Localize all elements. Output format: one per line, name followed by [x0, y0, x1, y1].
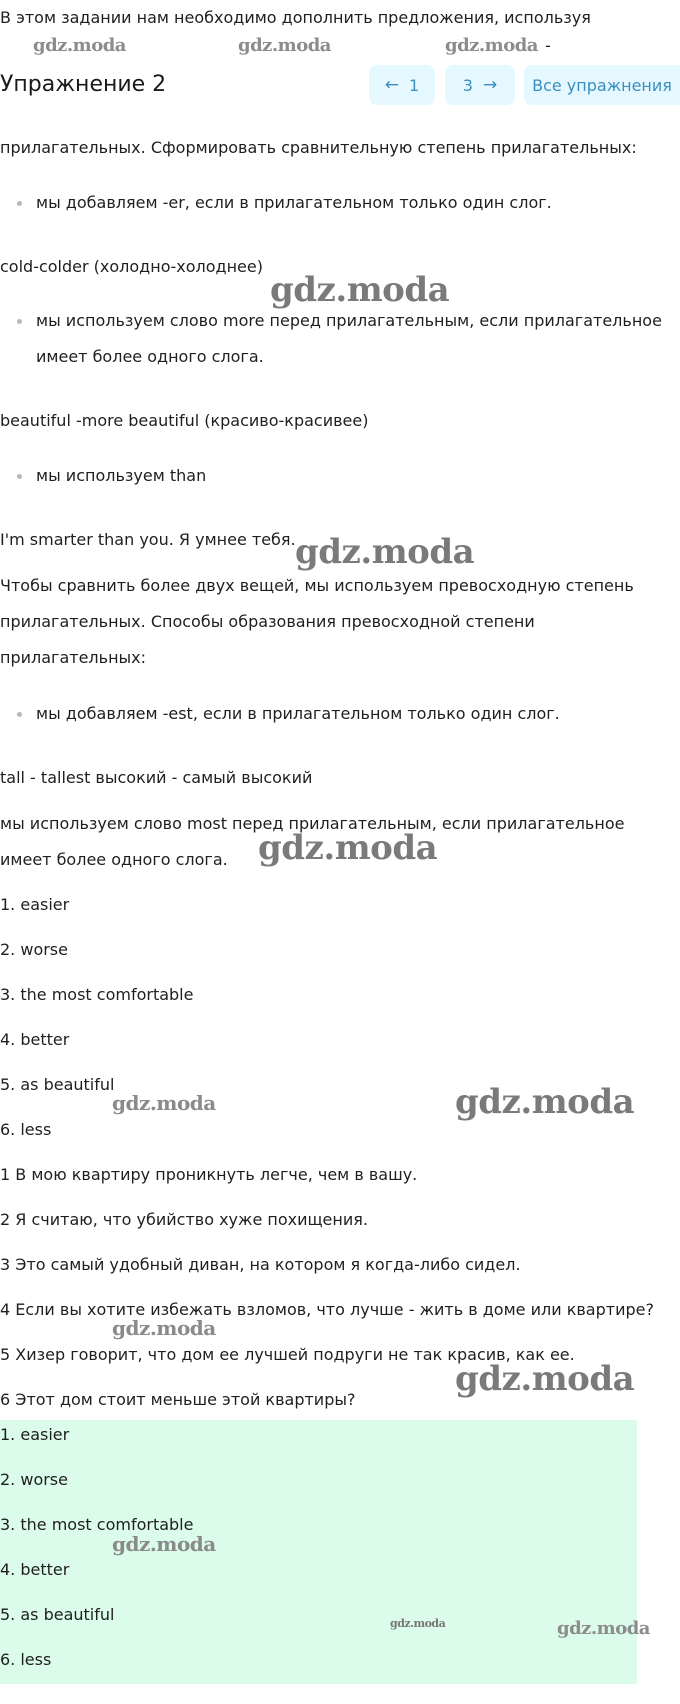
translation-item: 1 В мою квартиру проникнуть легче, чем в вашу.	[0, 1165, 418, 1184]
rule-text: прилагательных. Сформировать сравнительную степень прилагательных:	[0, 138, 637, 157]
answer-box	[0, 1420, 637, 1684]
watermark: gdz.moda	[270, 270, 450, 310]
answer-box-item: 1. easier	[0, 1425, 70, 1444]
answer-box-item: 4. better	[0, 1560, 70, 1579]
translation-item: 2 Я считаю, что убийство хуже похищения.	[0, 1210, 368, 1229]
rule-text: прилагательных. Способы образования превосходной степени	[0, 612, 535, 631]
answer-item: 5. as beautiful	[0, 1075, 115, 1094]
intro-text: В этом задании нам необходимо дополнить предложения, используя	[0, 8, 591, 27]
watermark: gdz.moda	[238, 35, 331, 56]
example-text: I'm smarter than you. Я умнее тебя.	[0, 530, 296, 549]
answer-box-item: 6. less	[0, 1650, 52, 1669]
dash-text: -	[545, 36, 551, 55]
example-text: cold-colder (холодно-холоднее)	[0, 257, 263, 276]
translation-item: 6 Этот дом стоит меньше этой квартиры?	[0, 1390, 356, 1409]
answer-item: 4. better	[0, 1030, 70, 1049]
rule-text: прилагательных:	[0, 648, 147, 667]
watermark: gdz.moda	[112, 1091, 216, 1115]
watermark: gdz.moda	[295, 532, 475, 572]
watermark: gdz.moda	[455, 1359, 635, 1399]
answer-box-item: 2. worse	[0, 1470, 68, 1489]
watermark: gdz.moda	[557, 1618, 650, 1639]
bullet-dot	[17, 201, 22, 206]
bullet-dot	[17, 319, 22, 324]
watermark: gdz.moda	[112, 1316, 216, 1340]
rule-bullet: мы используем than	[36, 466, 207, 485]
translation-item: 4 Если вы хотите избежать взломов, что лучше - жить в доме или квартире?	[0, 1300, 654, 1319]
rule-text: мы используем слово most перед прилагательным, если прилагательное	[0, 814, 625, 833]
watermark: gdz.moda	[33, 35, 126, 56]
prev-exercise-button[interactable]	[369, 65, 435, 105]
watermark: gdz.moda	[390, 1617, 446, 1630]
arrow-right-icon: →	[482, 75, 498, 95]
answer-box-item: 3. the most comfortable	[0, 1515, 194, 1534]
next-exercise-label: 3	[462, 75, 473, 95]
bullet-dot	[17, 474, 22, 479]
answer-item: 3. the most comfortable	[0, 985, 194, 1004]
answer-item: 1. easier	[0, 895, 70, 914]
translation-item: 3 Это самый удобный диван, на котором я когда-либо сидел.	[0, 1255, 521, 1274]
exercise-title: Упражнение 2	[0, 72, 167, 97]
arrow-left-icon: ←	[384, 75, 400, 95]
translation-item: 5 Хизер говорит, что дом ее лучшей подруги не так красив, как ее.	[0, 1345, 575, 1364]
watermark: gdz.moda	[258, 828, 438, 868]
rule-bullet: мы добавляем -er, если в прилагательном только один слог.	[36, 193, 552, 212]
rule-bullet-cont: имеет более одного слога.	[36, 347, 264, 366]
watermark: gdz.moda	[455, 1082, 635, 1122]
answer-item: 2. worse	[0, 940, 68, 959]
rule-text: имеет более одного слога.	[0, 850, 228, 869]
answer-box-item: 5. as beautiful	[0, 1605, 115, 1624]
example-text: beautiful -more beautiful (красиво-красивее)	[0, 411, 369, 430]
next-exercise-button[interactable]	[445, 65, 515, 105]
rule-text: Чтобы сравнить более двух вещей, мы используем превосходную степень	[0, 576, 634, 595]
answer-item: 6. less	[0, 1120, 52, 1139]
example-text: tall - tallest высокий - самый высокий	[0, 768, 313, 787]
all-exercises-label: Все упражнения	[532, 75, 672, 95]
prev-exercise-label: 1	[409, 75, 420, 95]
rule-bullet: мы добавляем -est, если в прилагательном только один слог.	[36, 704, 560, 723]
rule-bullet: мы используем слово more перед прилагательным, если прилагательное	[36, 311, 662, 330]
watermark: gdz.moda	[445, 35, 538, 56]
bullet-dot	[17, 712, 22, 717]
all-exercises-button[interactable]	[524, 65, 680, 105]
watermark: gdz.moda	[112, 1532, 216, 1556]
